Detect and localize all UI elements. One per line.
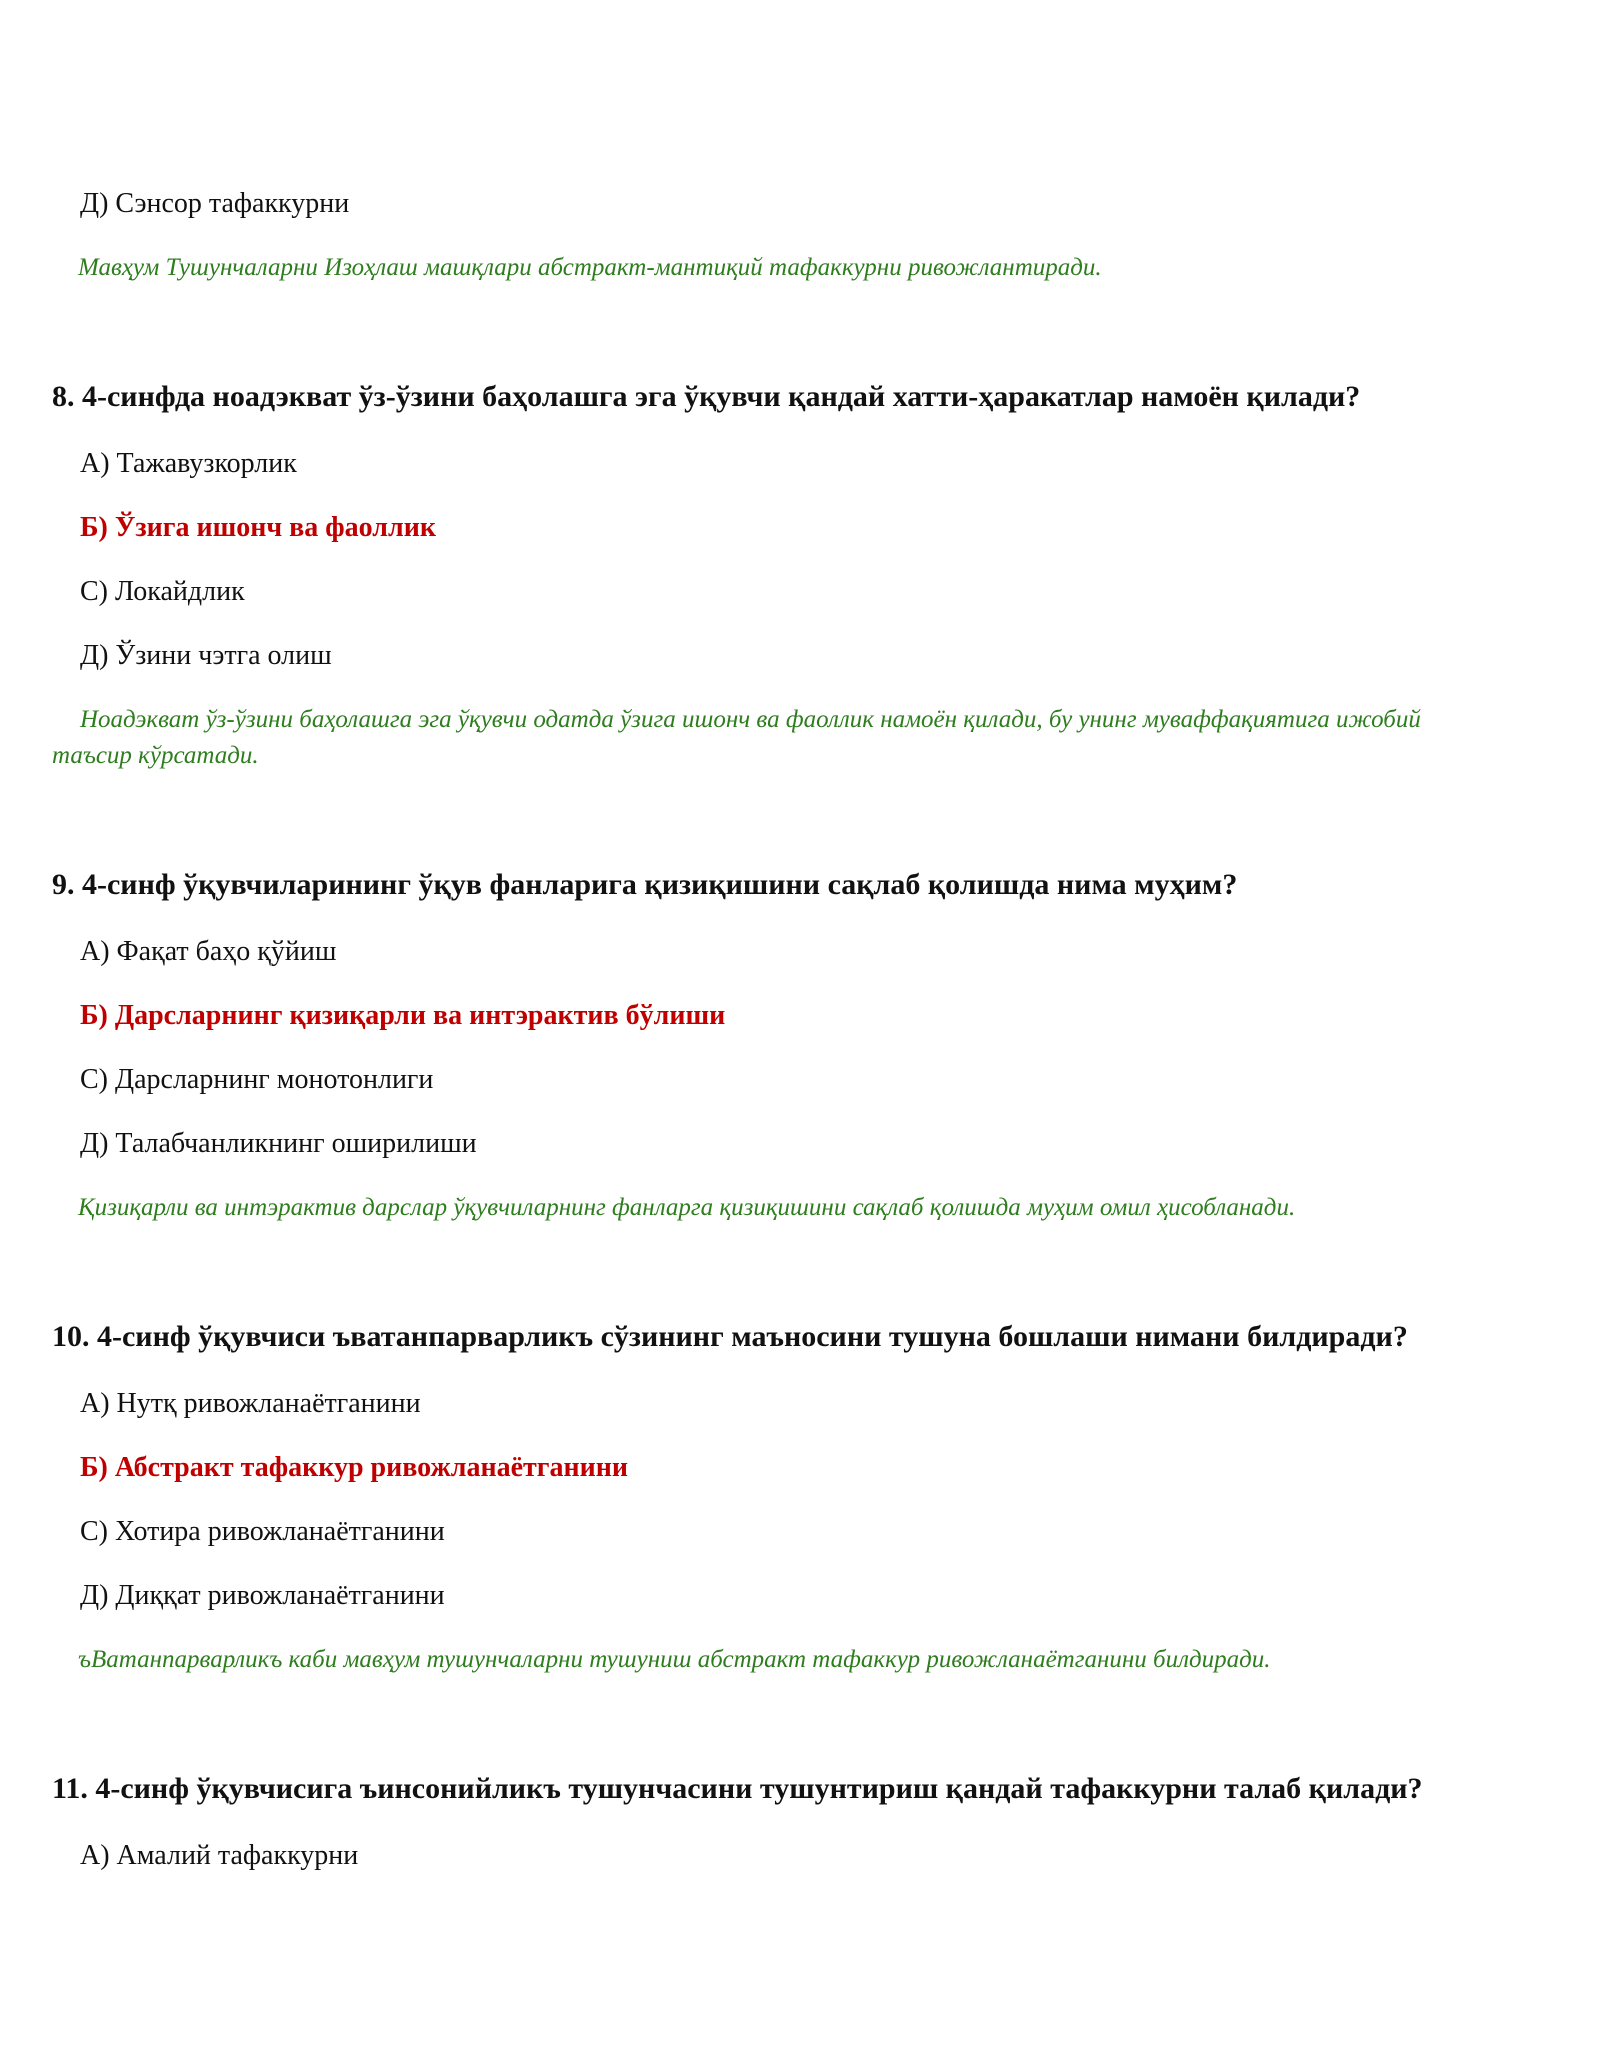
question-9-title: 9. 4-синф ўқувчиларининг ўқув фанларига қизиқишини сақлаб қолишда нима муҳим? bbox=[52, 868, 1238, 901]
question-11-title: 11. 4-синф ўқувчисига ъинсонийликъ тушунчасини тушунтириш қандай тафаккурни талаб қилади? bbox=[52, 1772, 1423, 1805]
explanation-text: Мавҳум Тушунчаларни Изоҳлаш машқлари абстракт-мантиқий тафаккурни ривожлантиради. bbox=[78, 254, 1102, 281]
option-c: С) Локайдлик bbox=[80, 576, 245, 607]
option-d: Д) Сэнсор тафаккурни bbox=[80, 188, 350, 219]
option-a: А) Нутқ ривожланаётганини bbox=[80, 1388, 421, 1419]
question-10-title: 10. 4-синф ўқувчиси ъватанпарварликъ сўзининг маъносини тушуна бошлаши нимани билдиради? bbox=[52, 1320, 1408, 1353]
option-c: С) Хотира ривожланаётганини bbox=[80, 1516, 445, 1547]
correct-option: Б) Абстракт тафаккур ривожланаётганини bbox=[80, 1452, 629, 1483]
correct-option: Б) Дарсларнинг қизиқарли ва интэрактив бўлиши bbox=[80, 1000, 726, 1031]
explanation-text: Қизиқарли ва интэрактив дарслар ўқувчиларнинг фанларга қизиқишини сақлаб қолишда муҳим омил ҳисобланади. bbox=[78, 1194, 1296, 1221]
option-a: А) Фақат баҳо қўйиш bbox=[80, 936, 337, 967]
option-d: Д) Талабчанликнинг оширилиши bbox=[80, 1128, 477, 1159]
option-d: Д) Диққат ривожланаётганини bbox=[80, 1580, 445, 1611]
correct-option: Б) Ўзига ишонч ва фаоллик bbox=[80, 512, 436, 543]
option-c: С) Дарсларнинг монотонлиги bbox=[80, 1064, 434, 1095]
option-d: Д) Ўзини чэтга олиш bbox=[80, 640, 332, 671]
explanation-text: ъВатанпарварликъ каби мавҳум тушунчаларни тушуниш абстракт тафаккур ривожланаётганини билдиради. bbox=[78, 1646, 1271, 1673]
option-a: А) Тажавузкорлик bbox=[80, 448, 297, 479]
explanation-text: Ноадэкват ўз-ўзини баҳолашга эга ўқувчи одатда ўзига ишонч ва фаоллик намоён қилади, бу унинг муваффақиятига ижобий таъсир кўрсатади. bbox=[52, 706, 1421, 769]
question-8-title: 8. 4-синфда ноадэкват ўз-ўзини баҳолашга эга ўқувчи қандай хатти-ҳаракатлар намоён қилади? bbox=[52, 380, 1361, 413]
option-a: А) Амалий тафаккурни bbox=[80, 1840, 359, 1871]
